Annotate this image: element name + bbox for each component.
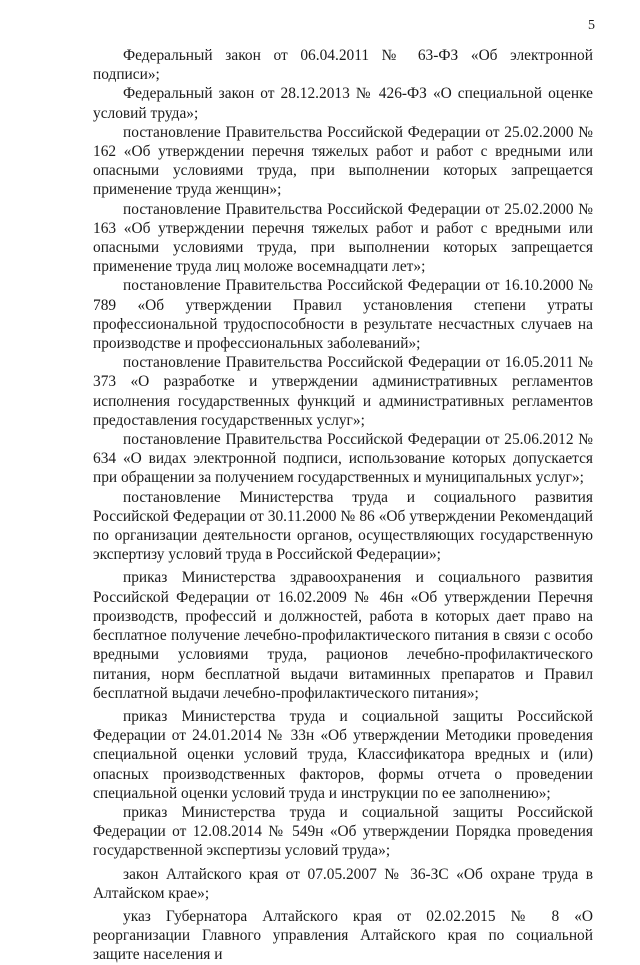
list-item-resolution-789: постановление Правительства Российской Федерации от 16.10.2000 № 789 «Об утверждении Правил установления степени утраты профессиональной трудоспособности в результате несчастных случаев на производстве и профессиональных заболеваний»;	[93, 277, 593, 353]
list-item-order-33n: приказ Министерства труда и социальной защиты Российской Федерации от 24.01.2014 № 33н «Об утверждении Методики проведения специальной оценки условий труда, Классификатора вредных и (или) опасных производственных факторов, формы отчета о проведении специальной оценки условий труда и инструкции по ее заполнению»;	[93, 707, 593, 802]
list-item-order-549n: приказ Министерства труда и социальной защиты Российской Федерации от 12.08.2014 № 549н «Об утверждении Порядка проведения государственной экспертизы условий труда»;	[93, 803, 593, 860]
list-item-law-special-assessment: Федеральный закон от 28.12.2013 № 426-ФЗ «О специальной оценке условий труда»;	[93, 85, 593, 122]
list-item-resolution-162: постановление Правительства Российской Федерации от 25.02.2000 № 162 «Об утверждении перечня тяжелых работ и работ с вредными или опасными условиями труда, при выполнении которых запрещается применение труда женщин»;	[93, 123, 593, 199]
list-item-resolution-163: постановление Правительства Российской Федерации от 25.02.2000 № 163 «Об утверждении перечня тяжелых работ и работ с вредными или опасными условиями труда, при выполнении которых запрещается применение труда лиц моложе восемнадцати лет»;	[93, 200, 593, 276]
list-item-order-46n: приказ Министерства здравоохранения и социального развития Российской Федерации от 16.02.2009 № 46н «Об утверждении Перечня производств, профессий и должностей, работа в которых дает право на бесплатное получение лечебно-профилактического питания в связи с особо вредными условиями труда, рационов лечебно-профилактического питания, норм бесплатной выдачи витаминных препаратов и Правил бесплатной выдачи лечебно-профилактического питания»;	[93, 569, 593, 702]
list-item-ministry-resolution-86: постановление Министерства труда и социального развития Российской Федерации от 30.11.2000 № 86 «Об утверждении Рекомендаций по организации деятельности органов, осуществляющих государственную экспертизу условий труда в Российской Федерации»;	[93, 488, 593, 564]
list-item-law-electronic-signature: Федеральный закон от 06.04.2011 № 63-ФЗ «Об электронной подписи»;	[93, 47, 593, 84]
list-item-altai-law-36zs: закон Алтайского края от 07.05.2007 № 36-ЗС «Об охране труда в Алтайском крае»;	[93, 865, 593, 902]
list-item-resolution-634: постановление Правительства Российской Федерации от 25.06.2012 № 634 «О видах электронной подписи, использование которых допускается при обращении за получением государственных и муниципальных услуг»;	[93, 431, 593, 487]
page-number: 5	[588, 18, 595, 33]
list-item-resolution-373: постановление Правительства Российской Федерации от 16.05.2011 № 373 «О разработке и утверждении административных регламентов исполнения государственных функций и административных регламентов предоставления государственных услуг»;	[93, 354, 593, 429]
list-item-governor-decree-8: указ Губернатора Алтайского края от 02.02.2015 № 8 «О реорганизации Главного управления Алтайского края по социальной защите населения и	[93, 907, 593, 964]
document-body	[93, 46, 593, 965]
